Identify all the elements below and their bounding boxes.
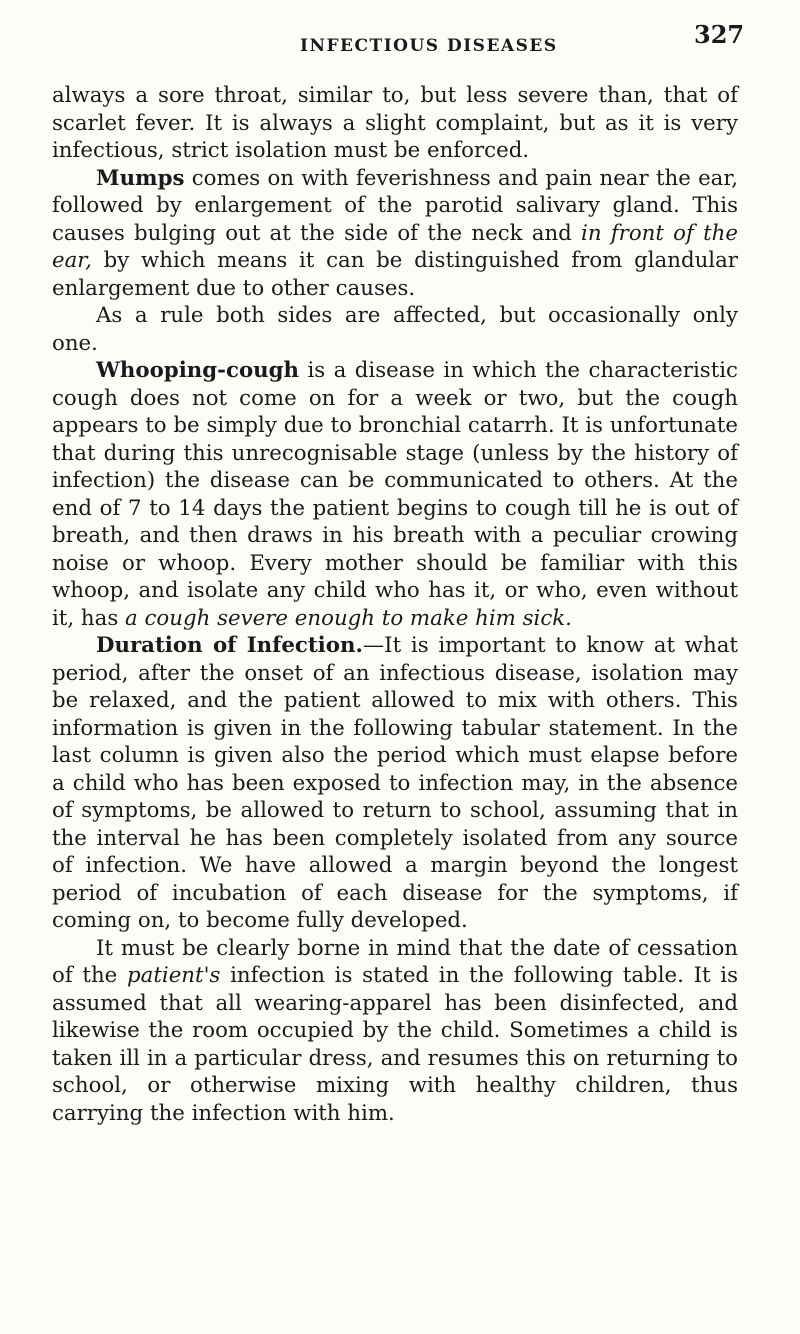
lead-term-duration: Duration of Infection. [96, 633, 363, 658]
emphasis-text: in front of the ear, [52, 220, 738, 273]
emphasis-text: patient's [127, 963, 221, 988]
running-title: INFECTIOUS DISEASES [300, 36, 558, 56]
paragraph-text: by which means it can be distinguished from glandular enlargement due to other causes. [52, 248, 738, 301]
lead-term-whooping-cough: Whooping-cough [96, 358, 300, 383]
paragraph-sore-throat [52, 82, 738, 165]
page-number: 327 [694, 20, 745, 49]
paragraph-whooping-cough [52, 357, 738, 632]
paragraph-text: It must be clearly borne in mind that the date of cessation of the [52, 935, 738, 988]
paragraph-cessation [52, 935, 738, 1128]
page-header [0, 16, 800, 56]
paragraph-text: infection is stated in the following table. It is assumed that all wearing-apparel has been disinfected, and likewise the room occupied by the child. Sometimes a child is taken ill in a particular dress, and resumes this on returning to school, or otherwise mixing with healthy children, thus carrying the infection with him. [52, 963, 738, 1126]
paragraph-text: always a sore throat, similar to, but less severe than, that of scarlet fever. It is always a slight complaint, but as it is very infectious, strict isolation must be enforced. [52, 83, 738, 163]
paragraph-text: comes on with feverishness and pain near the ear, followed by enlargement of the parotid salivary gland. This causes bulging out at the side of the neck and [52, 165, 738, 246]
paragraph-mumps [52, 165, 738, 303]
emphasis-text: a cough severe enough to make him sick. [125, 605, 572, 631]
body-text [52, 82, 738, 1127]
paragraph-text: is a disease in which the characteristic cough does not come on for a week or two, but the cough appears to be simply due to bronchial catarrh. It is unfortunate that during this unrecognisable stage (unless by the history of infection) the disease can be communicated to others. At the end of 7 to 14 days the patient begins to cough till he is out of breath, and then draws in his breath with a peculiar crowing noise or whoop. Every mother should be familiar with this whoop, and isolate any child who has it, or who, even without it, has [52, 358, 738, 631]
paragraph-text: —It is important to know at what period, after the onset of an infectious disease, isolation may be relaxed, and the patient allowed to mix with others. This information is given in the following tabular statement. In the last column is given also the period which must elapse before a child who has been exposed to infection may, in the absence of symptoms, be allowed to return to school, assuming that in the interval he has been completely isolated from any source of infection. We have allowed a margin beyond the longest period of incubation of each disease for the symptoms, if coming on, to become fully developed. [52, 633, 738, 933]
paragraph-both-sides [52, 302, 738, 357]
lead-term-mumps: Mumps [96, 165, 185, 191]
paragraph-text: As a rule both sides are affected, but occasionally only one. [52, 303, 738, 356]
paragraph-duration-of-infection [52, 632, 738, 935]
